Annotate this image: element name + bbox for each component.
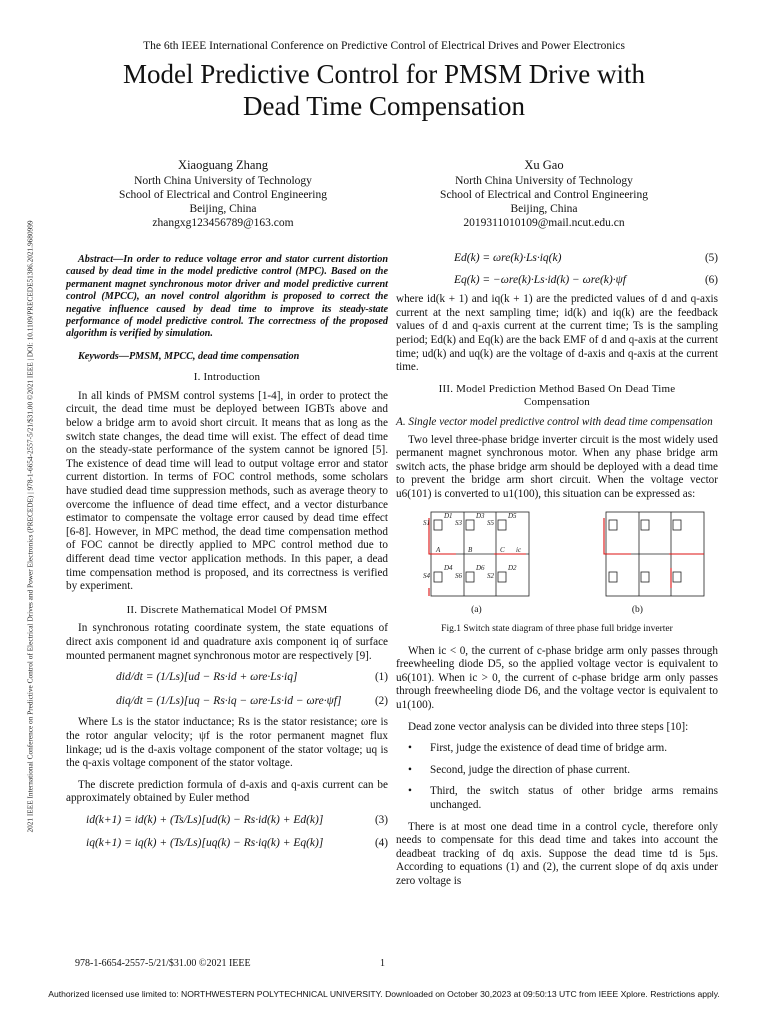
author-affil: Beijing, China xyxy=(510,203,578,215)
switch-label: S1 xyxy=(423,518,430,527)
figure-1 xyxy=(396,508,718,600)
author-affil: School of Electrical and Control Engineering xyxy=(440,189,648,201)
equation-body: Ed(k) = ωre(k)·Ls·iq(k) xyxy=(454,252,562,264)
subcaption-a: (a) xyxy=(471,604,482,615)
equation-2 xyxy=(116,695,388,709)
equation-number: (4) xyxy=(374,837,388,850)
equation-number: (5) xyxy=(704,252,718,264)
sidebar-citation: 2021 IEEE International Conference on Predictive Control of Electrical Drives and Power Electronics (PRECEDE) | 978-1-6654-2557-5/21/$31.00 ©2021 IEEE | DOI: 10.1109/PRECEDE51386.2021.9680999 xyxy=(25,220,35,833)
intro-text: In all kinds of PMSM control systems [1-4], in order to protect the circuit, the dead time must be deployed between IGBTs above and below a bridge arm to avoid short circuit. It means that as long as the switch state changes, the dead time will exist. The effect of dead time on the steady-state performance of the system cannot be ignored [5]. The existence of dead time will lead to output voltage error and stator current distortion. In terms of FOC control methods, some scholars have studied dead time suppression methods, such as average theory to overcome the influence of dead time effect, and a vector disturbance estimator to compensate the voltage error caused by dead time effect [6-8]. However, in MPC method, the dead time compensation method of FOC cannot be directly applied to MPC control method due to different dead time vector application methods. In this paper, a dead time compensation method is proposed, and its correctness is verified by experiment. xyxy=(66,389,388,593)
paper-title xyxy=(60,58,708,122)
switch-label: S6 xyxy=(455,571,462,580)
author-email[interactable]: 2019311010109@mail.ncut.edu.cn xyxy=(463,217,625,229)
body-text: Dead zone vector analysis can be divided into three steps [10]: xyxy=(408,720,689,733)
diode-label: D5 xyxy=(508,511,517,520)
body-text: The discrete prediction formula of d-axis and q-axis current can be approximately obtained by Euler method xyxy=(66,778,388,805)
diode-label: D4 xyxy=(444,563,453,572)
node-label: B xyxy=(468,545,473,554)
equation-6 xyxy=(454,274,718,288)
equation-4 xyxy=(86,837,388,851)
author-email[interactable]: zhangxg123456789@163.com xyxy=(152,217,294,229)
author-name: Xiaoguang Zhang xyxy=(178,158,268,172)
section-heading: I. Introduction xyxy=(193,371,261,384)
equation-body: diq/dt = (1/Ls)[uq − Rs·iq − ωre·Ls·id − ωre·ψf] xyxy=(116,694,342,707)
figure-subcaptions xyxy=(396,604,718,618)
section-heading: II. Discrete Mathematical Model Of PMSM xyxy=(126,603,328,616)
list-item: • Second, judge the direction of phase current. xyxy=(430,764,718,778)
current-label: ic xyxy=(516,545,522,554)
equation-1 xyxy=(116,671,388,685)
author-affil: North China University of Technology xyxy=(455,175,633,187)
conference-header: The 6th IEEE International Conference on Predictive Control of Electrical Drives and Power Electronics xyxy=(143,40,625,52)
body-text: Where Ls is the stator inductance; Rs is the stator resistance; ωre is the rotor angular velocity; ψf is the rotor permanent magnet flux linkage; ud is the d-axis voltage component of the stator voltage; uq is the q-axis voltage component of the stator voltage. xyxy=(66,716,388,770)
body-text: where id(k + 1) and iq(k + 1) are the predicted values of d and q-axis current at the next sampling time; id(k) and iq(k) are the feedback values of d and q-axis current at the current time; Ts is the sampling period; Ed(k) and Eq(k) are the back EMF of d and q-axis at the current time; ud(k) and uq(k) are the voltage of d-axis and q-axis at the current time. xyxy=(396,293,718,374)
author-affil: School of Electrical and Control Engineering xyxy=(119,189,327,201)
abstract xyxy=(66,254,388,341)
author-affil: Beijing, China xyxy=(189,203,257,215)
right-column xyxy=(396,252,718,889)
author-2 xyxy=(379,158,709,230)
equation-number: (1) xyxy=(374,671,388,684)
title-line-2: Dead Time Compensation xyxy=(243,91,525,121)
footer-isbn: 978-1-6654-2557-5/21/$31.00 ©2021 IEEE xyxy=(75,958,251,969)
node-label: C xyxy=(500,545,505,554)
subcaption-b: (b) xyxy=(631,604,643,615)
figure-caption: Fig.1 Switch state diagram of three phase full bridge inverter xyxy=(441,624,673,635)
keywords-text: Keywords—PMSM, MPCC, dead time compensation xyxy=(78,350,300,362)
section-heading-line: III. Model Prediction Method Based On Dead Time xyxy=(438,382,676,395)
list-item: • First, judge the existence of dead time of bridge arm. xyxy=(430,742,718,756)
keywords xyxy=(66,351,388,363)
body-text: There is at most one dead time in a control cycle, therefore only needs to compensate for this dead time and takes into account the deadbeat tracking of dq axis. Suppose the dead time td is 5μs. According to equations (1) and (2), the current slope of dq axis under zero voltage is xyxy=(396,820,718,887)
node-label: A xyxy=(436,545,441,554)
author-name: Xu Gao xyxy=(524,158,564,172)
equation-body: Eq(k) = −ωre(k)·Ls·id(k) − ωre(k)·ψf xyxy=(454,273,626,286)
list-item: • Third, the switch status of other bridge arms remains unchanged. xyxy=(430,785,718,812)
title-line-1: Model Predictive Control for PMSM Drive with xyxy=(123,59,645,89)
diode-label: D1 xyxy=(444,511,453,520)
equation-3 xyxy=(86,814,388,828)
diode-label: D3 xyxy=(476,511,485,520)
license-notice: Authorized licensed use limited to: NORTHWESTERN POLYTECHNICAL UNIVERSITY. Downloaded on October 30,2023 at 09:50:13 UTC from IEEE Xplore. Restrictions apply. xyxy=(48,989,720,999)
equation-body: did/dt = (1/Ls)[ud − Rs·id + ωre·Ls·iq] xyxy=(116,671,298,684)
equation-body: id(k+1) = id(k) + (Ts/Ls)[ud(k) − Rs·id(k) + Ed(k)] xyxy=(86,813,324,826)
body-text: When ic < 0, the current of c-phase bridge arm only passes through freewheeling diode D5, so the applied voltage vector is equivalent to u6(101). When ic > 0, the current of c-phase bridge arm only passes through freewheeling diode D6, and the voltage vector is equivalent to u1(100). xyxy=(396,644,718,712)
body-text: Two level three-phase bridge inverter circuit is the most widely used permanent magnet synchronous motor. When any phase bridge arm switch acts, the phase bridge arm should be deployed with a dead time to prevent the bridge arm short circuit. When the voltage vector u6(101) is converted to u1(100), this situation can be expressed as: xyxy=(396,433,718,500)
diode-label: D2 xyxy=(508,563,517,572)
section-heading-line: Compensation xyxy=(524,396,590,409)
switch-label: S4 xyxy=(423,571,430,580)
switch-label: S5 xyxy=(487,518,494,527)
diode-label: D6 xyxy=(476,563,485,572)
switch-label: S3 xyxy=(455,518,462,527)
steps-list xyxy=(396,742,718,812)
abstract-text: Abstract—In order to reduce voltage error and stator current distortion caused by dead time in the model predictive control (MPC). Based on the permanent magnet synchronous motor driver and model predictive current control (MPCC), an novel control algorithm is proposed to correct the negative influence caused by dead time to improve its steady-state performance of model predictive control. The correctness of the proposed algorithm is verified by simulation. xyxy=(66,254,388,340)
equation-number: (2) xyxy=(374,694,388,707)
switch-label: S2 xyxy=(487,571,494,580)
author-1 xyxy=(58,158,388,230)
equation-body: iq(k+1) = iq(k) + (Ts/Ls)[uq(k) − Rs·iq(k) + Eq(k)] xyxy=(86,837,324,850)
author-affil: North China University of Technology xyxy=(134,175,312,187)
page-number: 1 xyxy=(380,958,385,969)
section-heading xyxy=(396,383,718,410)
equation-5 xyxy=(454,252,718,266)
circuit-diagram-a xyxy=(396,508,718,600)
equation-number: (3) xyxy=(374,813,388,826)
subsection-heading: A. Single vector model predictive control with dead time compensation xyxy=(396,415,713,428)
body-text: In synchronous rotating coordinate system, the state equations of direct axis component id and quadrature axis component iq of surface mounted permanent magnet synchronous motor are respectively [9]. xyxy=(66,622,388,662)
equation-number: (6) xyxy=(704,273,718,286)
left-column xyxy=(66,254,388,851)
